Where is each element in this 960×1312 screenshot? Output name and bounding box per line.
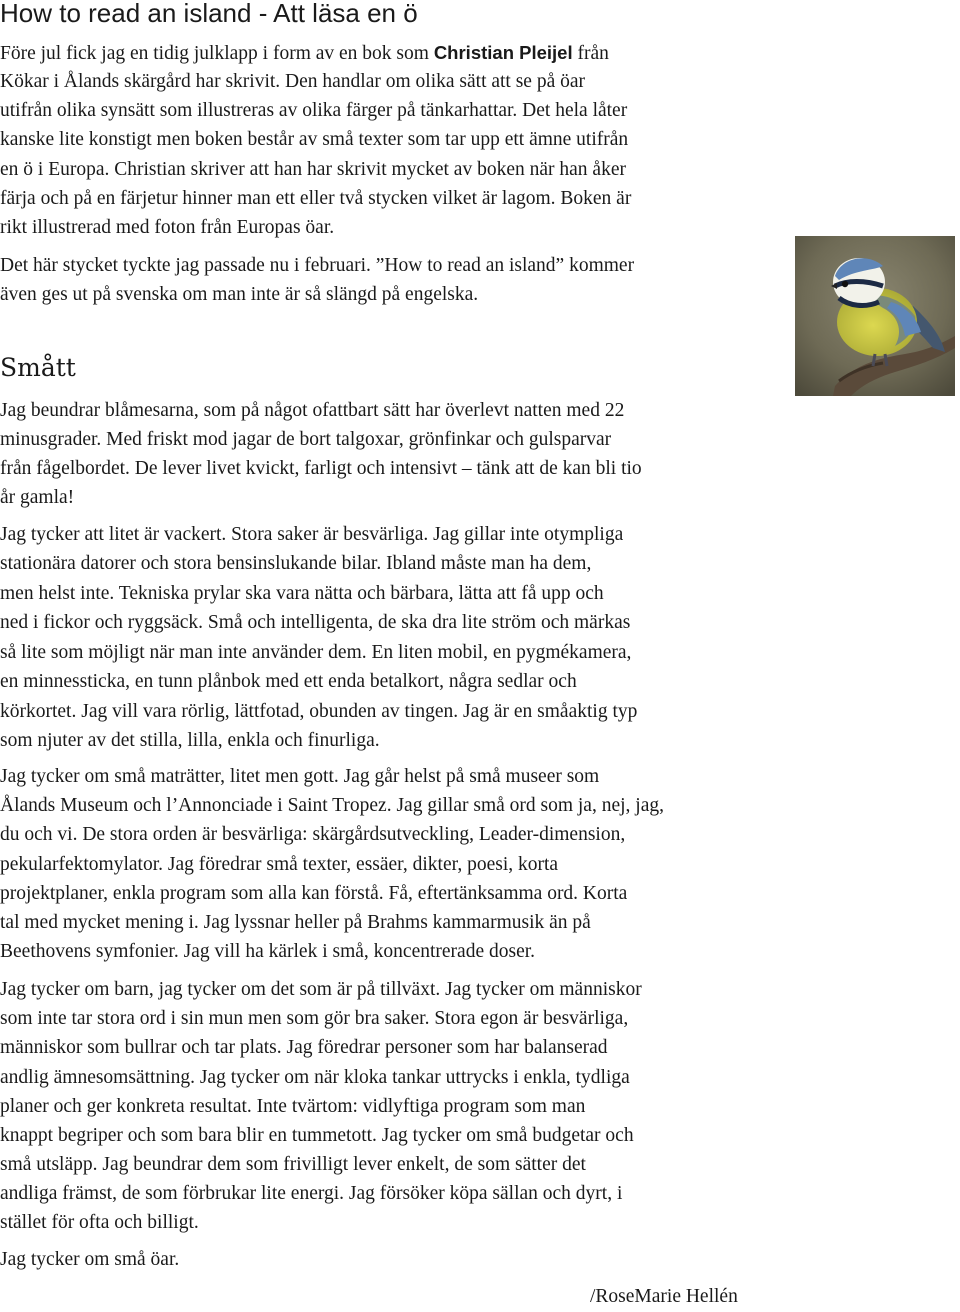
paragraph-line: färja och på en färjetur hinner man ett eller två stycken vilket är lagom. Boken är — [0, 188, 632, 209]
paragraph-line: från fågelbordet. De lever livet kvickt, farligt och intensivt – tänk att de kan bli tio — [0, 458, 642, 479]
paragraph-line: knappt begriper och som bara blir en tummetott. Jag tycker om små budgetar och — [0, 1125, 634, 1146]
paragraph-line: Det här stycket tyckte jag passade nu i februari. ”How to read an island” kommer — [0, 255, 635, 276]
paragraph-line: människor som bullrar och tar plats. Jag föredrar personer som har balanserad — [0, 1037, 608, 1058]
paragraph-line: en minnessticka, en tunn plånbok med ett enda betalkort, några sedlar och — [0, 671, 577, 692]
paragraph-line: Jag tycker om små öar. — [0, 1249, 180, 1270]
text-run: från — [572, 43, 609, 64]
paragraph-line: som njuter av det stilla, lilla, enkla och finurliga. — [0, 730, 380, 751]
paragraph-line: Beethovens symfonier. Jag vill ha kärlek i små, koncentrerade doser. — [0, 941, 536, 962]
paragraph-line: körkortet. Jag vill vara rörlig, lättfotad, obunden av tingen. Jag är en småaktig typ — [0, 701, 638, 722]
paragraph-line: andliga främst, de som förbrukar lite energi. Jag försöker köpa sällan och dyrt, i — [0, 1183, 623, 1204]
text-run: Före jul fick jag en tidig julklapp i form av en bok som — [0, 43, 434, 64]
paragraph-line: små utsläpp. Jag beundrar dem som frivilligt lever enkelt, de som sätter det — [0, 1154, 586, 1175]
paragraph-line: som inte tar stora ord i sin mun men som gör bra saker. Stora egon är besvärliga, — [0, 1008, 629, 1029]
paragraph-line: Jag tycker att litet är vackert. Stora saker är besvärliga. Jag gillar inte otympliga — [0, 524, 624, 545]
paragraph-line: stället för ofta och billigt. — [0, 1212, 199, 1233]
paragraph-line: så lite som möjligt när man inte använder dem. En liten mobil, en pygmékamera, — [0, 642, 632, 663]
paragraph-line: men helst inte. Tekniska prylar ska vara nätta och bärbara, lätta att få upp och — [0, 583, 604, 604]
signature: /RoseMarie Hellén — [590, 1286, 738, 1307]
bird-photo — [795, 236, 955, 396]
paragraph-line: år gamla! — [0, 487, 75, 508]
paragraph-line: stationära datorer och stora bensinslukande bilar. Ibland måste man ha dem, — [0, 553, 592, 574]
paragraph-line: projektplaner, enkla program som alla kan förstå. Få, eftertänksamma ord. Korta — [0, 883, 628, 904]
paragraph-line: Kökar i Ålands skärgård har skrivit. Den handlar om olika sätt att se på öar — [0, 71, 586, 92]
paragraph-line: planer och ger konkreta resultat. Inte tvärtom: vidlyftiga program som man — [0, 1096, 586, 1117]
paragraph-line: pekularfektomylator. Jag föredrar små texter, essäer, dikter, poesi, korta — [0, 854, 559, 875]
section-heading: Smått — [0, 353, 76, 382]
paragraph-line: utifrån olika synsätt som illustreras av olika färger på tänkarhattar. Det hela låter — [0, 100, 628, 121]
paragraph-line: tal med mycket mening i. Jag lyssnar heller på Brahms kammarmusik än på — [0, 912, 591, 933]
paragraph-line: andlig ämnesomsättning. Jag tycker om när kloka tankar uttrycks i enkla, tydliga — [0, 1067, 630, 1088]
paragraph-line: även ges ut på svenska om man inte är så slängd på engelska. — [0, 284, 479, 305]
paragraph-line: Jag tycker om barn, jag tycker om det som är på tillväxt. Jag tycker om människor — [0, 979, 642, 1000]
paragraph-line: kanske lite konstigt men boken består av små texter som tar upp ett ämne utifrån — [0, 129, 629, 150]
paragraph-line: rikt illustrerad med foton från Europas öar. — [0, 217, 335, 238]
paragraph-line: Jag beundrar blåmesarna, som på något ofattbart sätt har överlevt natten med 22 — [0, 400, 625, 421]
paragraph-line: minusgrader. Med friskt mod jagar de bort talgoxar, grönfinkar och gulsparvar — [0, 429, 612, 450]
author-name: Christian Pleijel — [433, 42, 573, 63]
page-title: How to read an island - Att läsa en ö — [0, 0, 418, 28]
paragraph-line: du och vi. De stora orden är besvärliga: skärgårdsutveckling, Leader-dimension, — [0, 824, 626, 845]
paragraph-line: ned i fickor och ryggsäck. Små och intelligenta, de ska dra lite ström och märkas — [0, 612, 631, 633]
paragraph-line: en ö i Europa. Christian skriver att han har skrivit mycket av boken när han åker — [0, 159, 626, 180]
paragraph-line: Ålands Museum och l’Annonciade i Saint Tropez. Jag gillar små ord som ja, nej, jag, — [0, 795, 664, 816]
paragraph-line — [0, 38, 609, 68]
blue-tit-bird-photo-icon — [795, 236, 955, 396]
paragraph-line: Jag tycker om små maträtter, litet men gott. Jag går helst på små museer som — [0, 766, 600, 787]
